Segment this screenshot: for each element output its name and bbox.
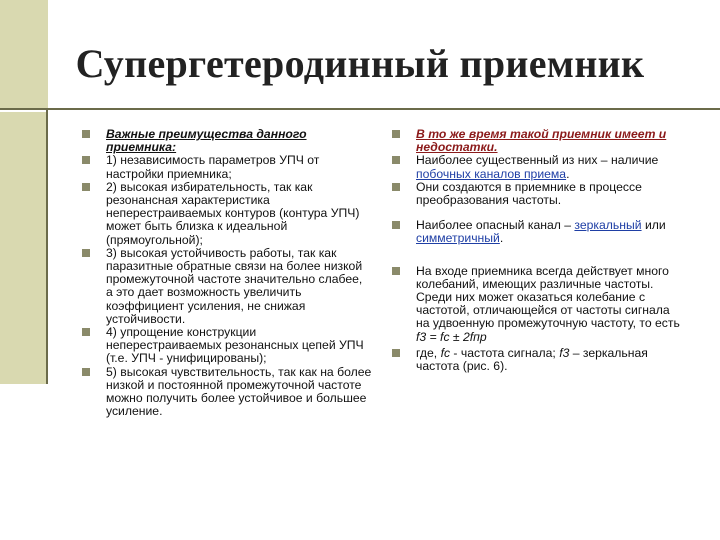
advantage-2: 2) высокая избирательность, так как резонансная характеристика неперестраиваемых контуров (контура УПЧ) может быть близка к идеальной (прямоугольной); [106, 179, 360, 247]
square-bullet-icon [82, 183, 90, 191]
image-frequency-formula: f3 = fc ± 2fпр [416, 329, 487, 344]
square-bullet-icon [82, 368, 90, 376]
disadvantage-2: Они создаются в приемнике в процессе преобразования частоты. [416, 179, 642, 208]
list-item [82, 181, 372, 247]
left-divider-line [46, 108, 48, 384]
list-item [82, 154, 372, 180]
disadvantage-5-end: – зеркальная частота (рис. 6). [416, 345, 648, 374]
disadvantage-3-end: . [499, 231, 504, 246]
list-item [392, 181, 684, 207]
disadvantages-heading: В то же время такой приемник имеет и недостатки. [416, 127, 667, 155]
list-item [82, 247, 372, 326]
slide-title: Супергетеродинный приемник [75, 41, 645, 86]
disadvantage-3-text: Наиболее опасный канал – [416, 218, 575, 233]
square-bullet-icon [82, 328, 90, 336]
disadvantage-1-end: . [566, 166, 570, 181]
advantage-3: 3) высокая устойчивость работы, так как паразитные обратные связи на более низкой промежуточной частоте значительно слабее, а это дает возможность увеличить коэффициент усиления, не снижая устойчивости. [106, 245, 363, 326]
list-item [392, 347, 684, 373]
square-bullet-icon [392, 349, 400, 357]
list-item [392, 265, 684, 344]
square-bullet-icon [392, 156, 400, 164]
mirror-channel-link[interactable]: зеркальный [574, 218, 642, 233]
list-item [392, 154, 684, 180]
advantage-4: 4) упрощение конструкции неперестраиваемых резонансных цепей УПЧ (т.е. УПЧ - унифицированы); [106, 325, 364, 366]
square-bullet-icon [82, 156, 90, 164]
symmetric-channel-link[interactable]: симметричный [416, 231, 500, 246]
disadvantage-5-text: где, [416, 345, 441, 360]
right-column [392, 128, 684, 373]
advantages-heading: Важные преимущества данного приемника: [106, 127, 307, 155]
square-bullet-icon [392, 267, 400, 275]
side-channels-link[interactable]: побочных каналов приема [416, 166, 567, 181]
square-bullet-icon [392, 130, 400, 138]
image-frequency-symbol: f3 [559, 345, 570, 360]
left-column [82, 128, 372, 418]
title-divider-line [0, 108, 720, 110]
list-item [82, 366, 372, 419]
disadvantage-1-text: Наиболее существенный из них – наличие [416, 153, 659, 168]
list-item [392, 219, 684, 245]
list-item [82, 128, 372, 154]
list-item [82, 326, 372, 366]
list-item [392, 128, 684, 154]
square-bullet-icon [392, 221, 400, 229]
advantage-5: 5) высокая чувствительность, так как на более низкой и постоянной промежуточной частоте можно получить более устойчивое и большее усиление. [106, 364, 372, 419]
square-bullet-icon [392, 183, 400, 191]
square-bullet-icon [82, 249, 90, 257]
square-bullet-icon [82, 130, 90, 138]
disadvantage-3-mid: или [641, 218, 666, 233]
signal-frequency-symbol: fc [440, 345, 451, 360]
disadvantage-5-mid: - частота сигнала; [450, 345, 560, 360]
disadvantage-4-text: На входе приемника всегда действует много колебаний, имеющих различные частоты. Среди них может оказаться колебание с частотой, отличающейся от частоты сигнала на удвоенную промежуточную частоту, то есть [416, 263, 680, 331]
advantage-1: 1) независимость параметров УПЧ от настройки приемника; [106, 153, 320, 181]
accent-bar-bottom [0, 112, 48, 384]
